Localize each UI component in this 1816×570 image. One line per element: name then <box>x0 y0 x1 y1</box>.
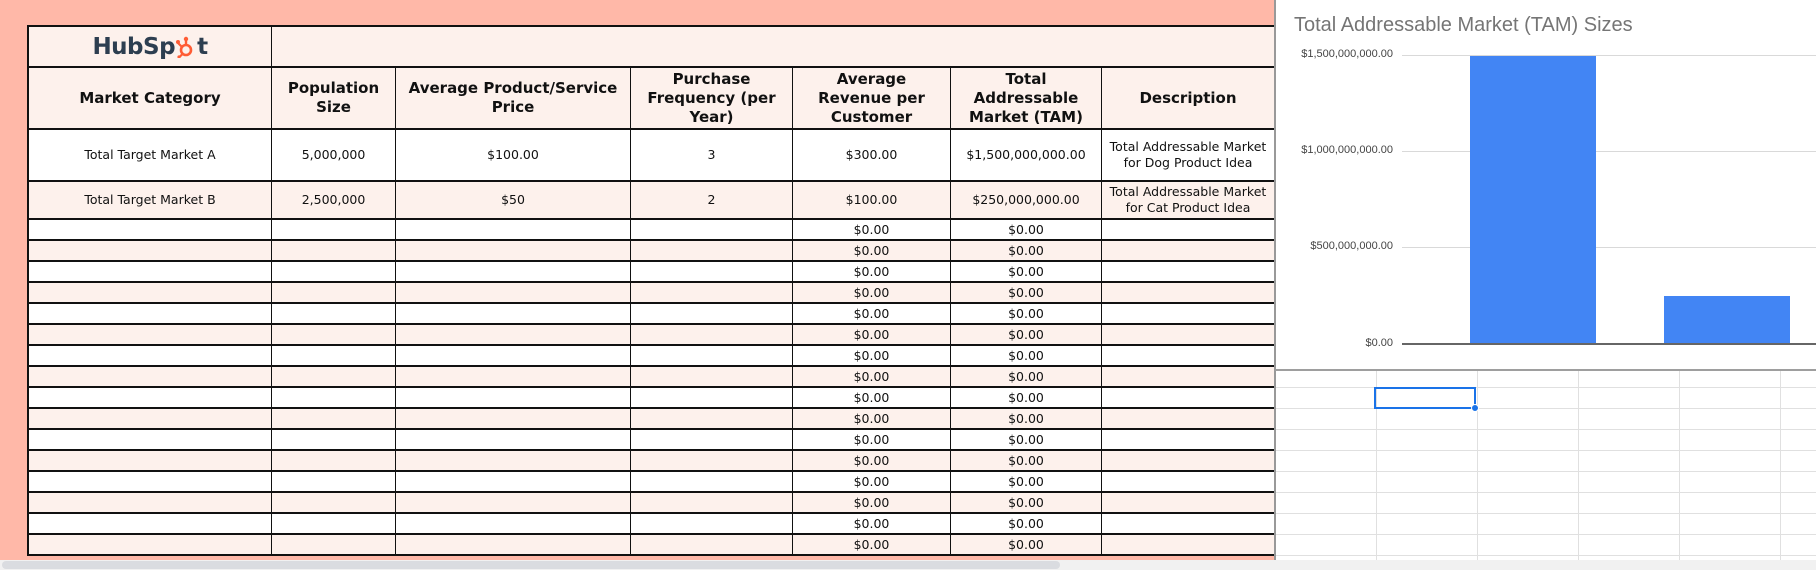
cell-avg-price[interactable] <box>396 283 631 302</box>
cell-tam[interactable]: $0.00 <box>951 346 1102 365</box>
cell-avg-revenue[interactable]: $0.00 <box>793 409 951 428</box>
cell-purchase-frequency[interactable] <box>631 535 793 554</box>
sprocket-icon <box>176 36 196 58</box>
cell-avg-price[interactable] <box>396 367 631 386</box>
cell-avg-price[interactable] <box>396 346 631 365</box>
cell-market-category[interactable] <box>27 388 272 407</box>
cell-purchase-frequency[interactable] <box>631 346 793 365</box>
bar-1[interactable] <box>1470 56 1596 344</box>
table-row <box>27 182 1274 220</box>
chart-title: Total Addressable Market (TAM) Sizes <box>1294 14 1633 36</box>
cell-avg-price[interactable] <box>396 304 631 323</box>
cell-purchase-frequency[interactable] <box>631 262 793 281</box>
table-row <box>27 325 1274 346</box>
cell-population-size[interactable] <box>272 241 396 260</box>
header-description[interactable]: Description <box>1139 88 1237 107</box>
table-row <box>27 130 1274 182</box>
table-row <box>27 241 1274 262</box>
header-market-category[interactable]: Market Category <box>27 68 272 128</box>
table-row <box>27 388 1274 409</box>
cell-tam[interactable]: $0.00 <box>951 241 1102 260</box>
cell-population-size[interactable] <box>272 304 396 323</box>
cell-population-size[interactable] <box>272 325 396 344</box>
empty-rows <box>27 220 1274 556</box>
sheet-grid[interactable] <box>1274 371 1816 560</box>
cell-avg-revenue[interactable]: $0.00 <box>793 325 951 344</box>
merged-blank-cell[interactable] <box>272 27 1274 66</box>
cell-avg-revenue[interactable]: $0.00 <box>793 493 951 512</box>
logo-row <box>27 25 1274 68</box>
cell-market-category[interactable] <box>27 535 272 554</box>
cell-description[interactable] <box>1102 472 1274 491</box>
header-purchase-frequency[interactable]: Purchase Frequency (per Year) <box>631 68 793 128</box>
header-tam[interactable]: Total Addressable Market (TAM) <box>951 68 1102 128</box>
cell-population-size[interactable] <box>272 493 396 512</box>
cell-purchase-frequency[interactable] <box>631 283 793 302</box>
header-row <box>27 68 1274 130</box>
cell-tam[interactable]: $0.00 <box>951 262 1102 281</box>
cell-tam[interactable]: $0.00 <box>951 472 1102 491</box>
cell-population-size[interactable]: 2,500,000 <box>272 182 396 218</box>
cell-market-category[interactable] <box>27 430 272 449</box>
cell-population-size[interactable] <box>272 346 396 365</box>
table-row <box>27 262 1274 283</box>
header-avg-revenue[interactable]: Average Revenue per Customer <box>793 68 951 128</box>
cell-tam[interactable]: $0.00 <box>951 304 1102 323</box>
table-row <box>27 304 1274 325</box>
cell-description[interactable] <box>1102 388 1274 407</box>
table-row <box>27 430 1274 451</box>
cell-market-category[interactable] <box>27 451 272 470</box>
cell-market-category[interactable] <box>27 409 272 428</box>
y-tick-label: $0.00 <box>1365 337 1393 349</box>
table-row <box>27 220 1274 241</box>
cell-purchase-frequency[interactable] <box>631 430 793 449</box>
cell-description[interactable]: Total Addressable Market for Cat Product Idea <box>1109 184 1267 215</box>
cell-market-category[interactable] <box>27 325 272 344</box>
table-row <box>27 283 1274 304</box>
cell-purchase-frequency[interactable] <box>631 493 793 512</box>
tam-chart[interactable] <box>1274 0 1816 371</box>
cell-avg-price[interactable] <box>396 430 631 449</box>
cell-description[interactable] <box>1102 283 1274 302</box>
cell-purchase-frequency[interactable] <box>631 409 793 428</box>
table-row <box>27 514 1274 535</box>
cell-avg-price[interactable] <box>396 493 631 512</box>
cell-avg-price[interactable] <box>396 451 631 470</box>
cell-avg-revenue[interactable]: $0.00 <box>793 514 951 533</box>
cell-tam[interactable]: $0.00 <box>951 535 1102 554</box>
cell-purchase-frequency[interactable] <box>631 325 793 344</box>
bar-2[interactable] <box>1664 296 1790 344</box>
table-row <box>27 346 1274 367</box>
cell-description[interactable] <box>1102 262 1274 281</box>
cell-population-size[interactable] <box>272 409 396 428</box>
cell-purchase-frequency[interactable] <box>631 514 793 533</box>
cell-description[interactable]: Total Addressable Market for Dog Product Idea <box>1109 139 1267 170</box>
cell-population-size[interactable] <box>272 388 396 407</box>
cell-avg-revenue[interactable]: $0.00 <box>793 367 951 386</box>
cell-population-size[interactable] <box>272 367 396 386</box>
cell-avg-revenue[interactable]: $0.00 <box>793 388 951 407</box>
cell-population-size[interactable] <box>272 430 396 449</box>
table-row <box>27 472 1274 493</box>
cell-description[interactable] <box>1102 220 1274 239</box>
cell-market-category[interactable] <box>27 346 272 365</box>
tam-table <box>27 25 1274 556</box>
cell-purchase-frequency[interactable] <box>631 472 793 491</box>
cell-avg-price[interactable]: $50 <box>396 182 631 218</box>
cell-description[interactable] <box>1102 535 1274 554</box>
cell-tam[interactable]: $0.00 <box>951 367 1102 386</box>
logo-text-end: t <box>197 33 208 60</box>
cell-tam[interactable]: $0.00 <box>951 514 1102 533</box>
cell-population-size[interactable] <box>272 262 396 281</box>
cell-description[interactable] <box>1102 493 1274 512</box>
gridline <box>1402 247 1816 248</box>
cell-market-category[interactable]: Total Target Market B <box>27 182 272 218</box>
cell-tam[interactable]: $0.00 <box>951 220 1102 239</box>
cell-avg-revenue[interactable]: $0.00 <box>793 304 951 323</box>
cell-description[interactable] <box>1102 241 1274 260</box>
logo-text-start: HubSp <box>92 33 176 60</box>
cell-avg-revenue[interactable]: $300.00 <box>793 130 951 180</box>
cell-market-category[interactable]: Total Target Market A <box>27 130 272 180</box>
horizontal-scrollbar[interactable] <box>0 560 1816 570</box>
cell-description[interactable] <box>1102 325 1274 344</box>
cell-avg-price[interactable] <box>396 388 631 407</box>
cell-population-size[interactable] <box>272 535 396 554</box>
table-row <box>27 535 1274 556</box>
cell-population-size[interactable] <box>272 220 396 239</box>
cell-avg-price[interactable]: $100.00 <box>396 130 631 180</box>
cell-avg-revenue[interactable]: $0.00 <box>793 262 951 281</box>
cell-market-category[interactable] <box>27 493 272 512</box>
cell-market-category[interactable] <box>27 367 272 386</box>
selected-cell[interactable] <box>1374 387 1476 409</box>
header-avg-price[interactable]: Average Product/Service Price <box>396 68 631 128</box>
cell-market-category[interactable] <box>27 262 272 281</box>
cell-population-size[interactable] <box>272 283 396 302</box>
cell-avg-revenue[interactable]: $0.00 <box>793 472 951 491</box>
cell-market-category[interactable] <box>27 283 272 302</box>
cell-purchase-frequency[interactable]: 3 <box>631 130 793 180</box>
cell-tam[interactable]: $0.00 <box>951 283 1102 302</box>
cell-tam[interactable]: $1,500,000,000.00 <box>951 130 1102 180</box>
cell-avg-price[interactable] <box>396 325 631 344</box>
cell-avg-price[interactable] <box>396 262 631 281</box>
cell-description[interactable] <box>1102 514 1274 533</box>
cell-purchase-frequency[interactable] <box>631 367 793 386</box>
logo-cell[interactable] <box>27 27 272 66</box>
cell-avg-price[interactable] <box>396 241 631 260</box>
cell-avg-price[interactable] <box>396 535 631 554</box>
fill-handle[interactable] <box>1471 404 1479 412</box>
cell-purchase-frequency[interactable] <box>631 220 793 239</box>
gridline <box>1402 151 1816 152</box>
y-tick-label: $1,000,000,000.00 <box>1301 144 1393 156</box>
cell-market-category[interactable] <box>27 472 272 491</box>
cell-market-category[interactable] <box>27 241 272 260</box>
cell-avg-revenue[interactable]: $0.00 <box>793 451 951 470</box>
header-population-size[interactable]: Population Size <box>272 68 396 128</box>
cell-purchase-frequency[interactable]: 2 <box>631 182 793 218</box>
table-row <box>27 409 1274 430</box>
x-axis-baseline <box>1402 343 1816 345</box>
y-tick-label: $1,500,000,000.00 <box>1301 48 1393 60</box>
cell-avg-revenue[interactable]: $0.00 <box>793 283 951 302</box>
scrollbar-thumb[interactable] <box>2 561 1060 569</box>
cell-market-category[interactable] <box>27 304 272 323</box>
cell-market-category[interactable] <box>27 514 272 533</box>
hubspot-logo <box>92 34 207 60</box>
cell-description[interactable] <box>1102 367 1274 386</box>
cell-population-size[interactable] <box>272 472 396 491</box>
cell-avg-price[interactable] <box>396 220 631 239</box>
cell-avg-price[interactable] <box>396 409 631 428</box>
cell-avg-revenue[interactable]: $0.00 <box>793 535 951 554</box>
cell-avg-revenue[interactable]: $0.00 <box>793 346 951 365</box>
cell-purchase-frequency[interactable] <box>631 304 793 323</box>
cell-avg-revenue[interactable]: $0.00 <box>793 241 951 260</box>
cell-avg-price[interactable] <box>396 514 631 533</box>
cell-tam[interactable]: $0.00 <box>951 493 1102 512</box>
cell-description[interactable] <box>1102 304 1274 323</box>
table-row <box>27 493 1274 514</box>
cell-description[interactable] <box>1102 409 1274 428</box>
cell-avg-revenue[interactable]: $0.00 <box>793 220 951 239</box>
cell-avg-revenue[interactable]: $0.00 <box>793 430 951 449</box>
cell-purchase-frequency[interactable] <box>631 388 793 407</box>
cell-market-category[interactable] <box>27 220 272 239</box>
cell-tam[interactable]: $0.00 <box>951 325 1102 344</box>
cell-population-size[interactable]: 5,000,000 <box>272 130 396 180</box>
cell-purchase-frequency[interactable] <box>631 241 793 260</box>
cell-tam[interactable]: $0.00 <box>951 451 1102 470</box>
cell-description[interactable] <box>1102 451 1274 470</box>
cell-description[interactable] <box>1102 346 1274 365</box>
cell-population-size[interactable] <box>272 514 396 533</box>
cell-tam[interactable]: $0.00 <box>951 409 1102 428</box>
gridline <box>1402 55 1816 56</box>
cell-tam[interactable]: $0.00 <box>951 388 1102 407</box>
table-row <box>27 367 1274 388</box>
cell-tam[interactable]: $0.00 <box>951 430 1102 449</box>
cell-population-size[interactable] <box>272 451 396 470</box>
cell-avg-revenue[interactable]: $100.00 <box>793 182 951 218</box>
table-row <box>27 451 1274 472</box>
cell-avg-price[interactable] <box>396 472 631 491</box>
cell-purchase-frequency[interactable] <box>631 451 793 470</box>
cell-description[interactable] <box>1102 430 1274 449</box>
cell-tam[interactable]: $250,000,000.00 <box>951 182 1102 218</box>
y-tick-label: $500,000,000.00 <box>1310 240 1393 252</box>
